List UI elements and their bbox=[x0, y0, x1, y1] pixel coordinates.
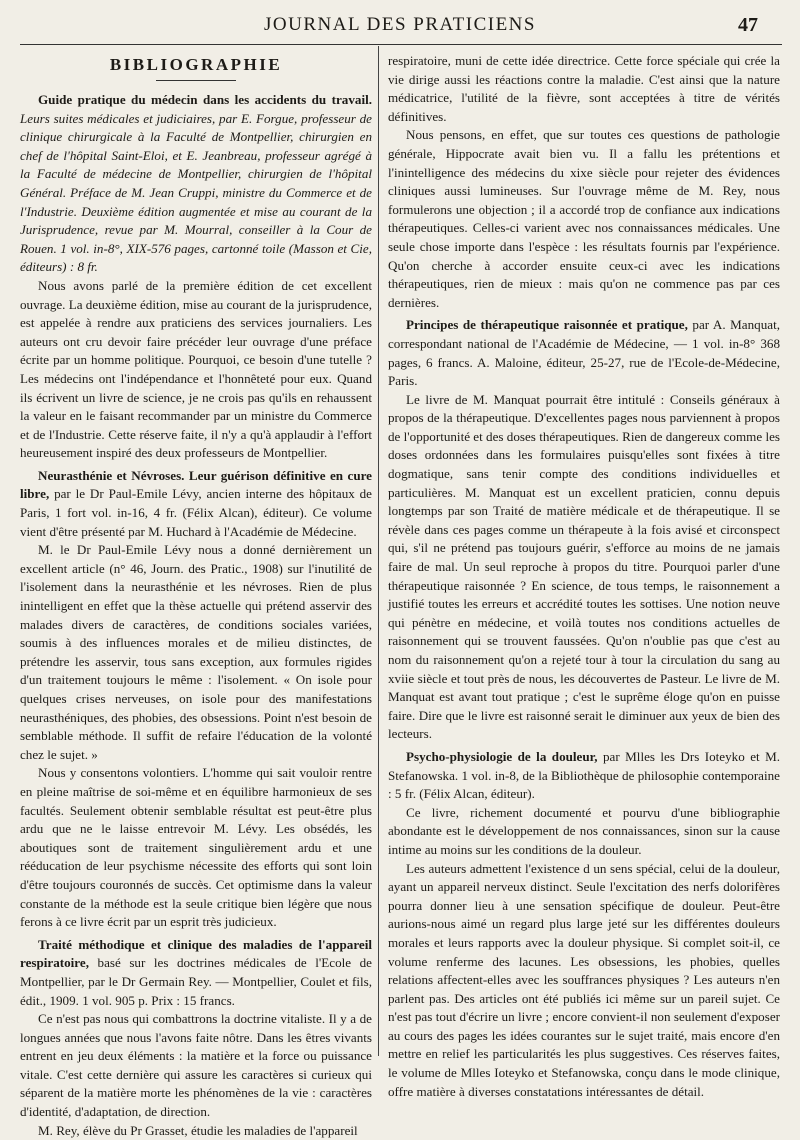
journal-title: JOURNAL DES PRATICIENS bbox=[264, 14, 536, 35]
entry-heading: Guide pratique du médecin dans les accidents du travail. bbox=[38, 92, 372, 107]
review-entry-forgue bbox=[20, 91, 372, 277]
review-entry-rey bbox=[20, 936, 372, 1010]
entry-citation: par Mlles les Drs Ioteyko et M. Stefanowska. 1 vol. in-8, de la Bibliothèque de philosophie contemporaine : 5 fr. (Félix Alcan, éditeur). bbox=[388, 748, 780, 802]
page-header bbox=[0, 12, 800, 42]
section-title-rule bbox=[156, 80, 236, 81]
header-rule bbox=[20, 44, 782, 45]
entry-heading: Traité méthodique et clinique des maladies de l'appareil respiratoire, bbox=[20, 936, 372, 971]
review-entry-levy bbox=[20, 467, 372, 541]
paragraph: M. le Dr Paul-Emile Lévy nous a donné dernièrement un excellent article (n° 46, Journ. des Pratic., 1908) sur l'inutilité de l'isolement dans la neurasthénie et les névroses. Rien de plus inintelligent en effet que la thèse actuelle qui prétend asservir des malades divers de caractères, de conditions sociales variées, soumis à des influences morales et de milieu distinctes, de prétendre les asservir, tous sans exception, aux formules rigides d'un traitement toujours le même : l'isolement. « On isole pour quelques crises nerveuses, on isole pour des manifestations neurasthéniques, des phobies, des obsessions. Point n'est besoin de semblable méthode. Il suffit de refaire l'éducation de la volonté chez le sujet. » bbox=[20, 542, 372, 762]
paragraph: Le livre de M. Manquat pourrait être intitulé : Conseils généraux à propos de la thérapeutique. D'excellentes pages nous parviennent à propos de l'opportunité et des doses thérapeutiques. Rien de dangereux comme les doses ordonnées dans les formulaires puisqu'elles sont fixées à titre dogmatique, sans tenir compte des conditions individuelles et particulières. M. Manquat est un excellent praticien, connu depuis longtemps par son Traité de matière médicale et de thérapeutique. Il se révèle dans ces pages comme un thérapeute à la fois avisé et circonspect qui, s'il ne prétend pas toujours guérir, s'efforce au moins de ne jamais faire de mal. Un seul reproche à propos du titre. Pourquoi parler d'une thérapeutique raisonnée ? En science, de tous temps, le raisonnement a justifié toutes les erreurs et accrédité toutes les sottises. Une notion neuve qui pénètre en médecine, et voilà toutes nos conditions actuelles de raisonnement qui se trouvent faussées. Qu'on n'oublie pas que c'est au nom du raisonnement qu'on a rejeté tour à tour la circulation du sang au xviie siècle et tout près de nous, les découvertes de Pasteur. Le livre de M. Manquat est avant tout pratique ; c'est le suprême éloge qu'on en puisse faire. Dire que le livre est raisonné serait le diminuer aux yeux de bien des lecteurs. bbox=[388, 391, 780, 742]
paragraph: Ce n'est pas nous qui combattrons la doctrine vitaliste. Il y a de longues années que nous l'avons faite nôtre. Dans les êtres vivants entrent en jeu deux éléments : la matière et la force ou puissance vitale. C'est cette dernière qui assure les caractères si curieux qui séparent de la matière morte les phénomènes de la vie : caractères d'identité, d'adaptation, de direction. bbox=[20, 1011, 372, 1120]
right-column bbox=[388, 52, 780, 1099]
entry-heading: Principes de thérapeutique raisonnée et pratique, bbox=[406, 317, 688, 333]
review-entry-ioteyko bbox=[388, 748, 780, 804]
paragraph: Les auteurs admettent l'existence d un sens spécial, celui de la douleur, ayant un appareil nerveux distinct. Seule l'excitation des nerfs dolorifères pourra donner lieu à une sensation spécifique de douleur. Peut-être aurions-nous aimé un regard plus large jeté sur les différentes douleurs morales et leurs rapports avec la douleur physique. Si complet soit-il, ce volume renferme des lacunes. Les obsessions, les phobies, quelles relations affectent-elles avec les souffrances physiques ? Les auteurs n'en parlent pas. Des articles ont été publiés ici même sur un pareil sujet. Ce n'est pas tout d'écrire un livre ; encore convient-il non seulement d'exposer au cours des pages les idées courantes sur le sujet traité, mais encore d'en mettre en relief les particularités les plus suggestives. Ces réserves faites, le volume de Mlles Ioteyko et Stefanowska, conçu dans le mode clinique, offre matière à diverses constatations intéressantes de détail. bbox=[388, 860, 780, 1099]
paragraph: Ce livre, richement documenté et pourvu d'une bibliographie abondante est le développement de nos connaissances, sinon sur la cause intime au moins sur les conditions de la douleur. bbox=[388, 804, 780, 857]
column-divider bbox=[378, 46, 379, 1056]
review-entry-manquat bbox=[388, 316, 780, 390]
entry-citation: par A. Manquat, correspondant national de l'Académie de Médecine, — 1 vol. in-8° 368 pages, 6 francs. A. Maloine, éditeur, 25-27, rue de l'Ecole-de-Médecine, Paris. bbox=[388, 317, 780, 389]
paragraph: Nous y consentons volontiers. L'homme qui sait vouloir rentre en pleine maîtrise de soi-même et en équilibre harmonieux de ses facultés. Seulement obtenir semblable résultat est peut-être plus ardu que ne le laisse entrevoir M. Lévy. Les obsédés, les aboutiques sont de traitement singulièrement ardu et une rééducation de leur psychisme nécessite des efforts qui sont loin d'être toujours couronnés de succès. Cet optimisme dans la valeur constante de la méthode est la seule critique bien légère que nous ferons à ce livre écrit par un esprit très judicieux. bbox=[20, 765, 372, 930]
entry-heading: Neurasthénie et Névroses. Leur guérison définitive en cure libre, bbox=[20, 467, 372, 502]
paragraph: Nous avons parlé de la première édition de cet excellent ouvrage. La deuxième édition, mise au courant de la jurisprudence, est appelée à rendre aux praticiens des services journaliers. Les auteurs ont cru devoir faire précéder leur ouvrage d'une préface écrite par un homme politique. Pourquoi, ce besoin d'une tutelle ? Les médecins ont l'indépendance et l'honnêteté pour eux. Quand ils écrivent un livre de science, je ne crois pas qu'ils en rehaussent la valeur en le faisant recommander par un ministre du Commerce et de l'Industrie. Cette réserve faite, il n'y a qu'à applaudir à l'effort heureusement inspiré des deux professeurs de Montpellier. bbox=[20, 277, 372, 461]
section-title: BIBLIOGRAPHIE bbox=[109, 55, 283, 74]
entry-citation: Leurs suites médicales et judiciaires, par E. Forgue, professeur de clinique chirurgicale à la Faculté de Montpellier, chirurgien en chef de l'hôpital Saint-Eloi, et E. Jeanbreau, professeur agrégé à la Faculté de médecine de Montpellier, chirurgien de l'hôpital Général. Préface de M. Jean Cruppi, ministre du Commerce et de l'Industrie. Deuxième édition augmentée et mise au courant de la Jurisprudence, revue par M. Mourral, conseiller à la Cour de Rouen. 1 vol. in-8°, XIX-576 pages, cartonné toile (Masson et Cie, éditeurs) : 8 fr. bbox=[20, 110, 372, 275]
paragraph: M. Rey, élève du Pr Grasset, étudie les maladies de l'appareil bbox=[38, 1122, 358, 1138]
entry-citation: basé sur les doctrines médicales de l'Ecole de Montpellier, par le Dr Germain Rey. — Montpellier, Coulet et fils, édit., 1909. 1 vol. 905 p. Prix : 15 francs. bbox=[20, 955, 372, 1008]
left-column bbox=[20, 52, 372, 1138]
paragraph: Nous pensons, en effet, que sur toutes ces questions de pathologie générale, Hippocrate avait bien vu. Il a fallu les prétentions et l'inintelligence des médecins du xixe siècle pour rejeter des évidences cliniques aussi lumineuses. Sur l'ouvrage même de M. Rey, nous formulerons une objection ; il a accordé trop de confiance aux indications thérapeutiques. Celles-ci varient avec nos connaissances médicales. Une seule chose importe dans l'espèce : les résultats fournis par l'expérience. Qu'on cherche à accorder ensuite ceux-ci avec les indications thérapeutiques, rien de mieux : mais qu'on ne commence pas par ces dernières. bbox=[388, 127, 780, 310]
page-number: 47 bbox=[738, 14, 758, 36]
entry-citation: par le Dr Paul-Emile Lévy, ancien interne des hôpitaux de Paris, 1 fort vol. in-16, 4 fr. (Félix Alcan), éditeur). Ce volume vient d'être présenté par M. Huchard à l'Académie de Médecine. bbox=[20, 486, 372, 539]
entry-heading: Psycho-physiologie de la douleur, bbox=[406, 748, 598, 764]
paragraph: respiratoire, muni de cette idée directrice. Cette force spéciale qui crée la vie dirige aussi les réactions contre la maladie. C'est ainsi que la nature médicatrice, l'utilité de la fièvre, sont acceptées à titre de vérités définitives. bbox=[388, 53, 780, 124]
